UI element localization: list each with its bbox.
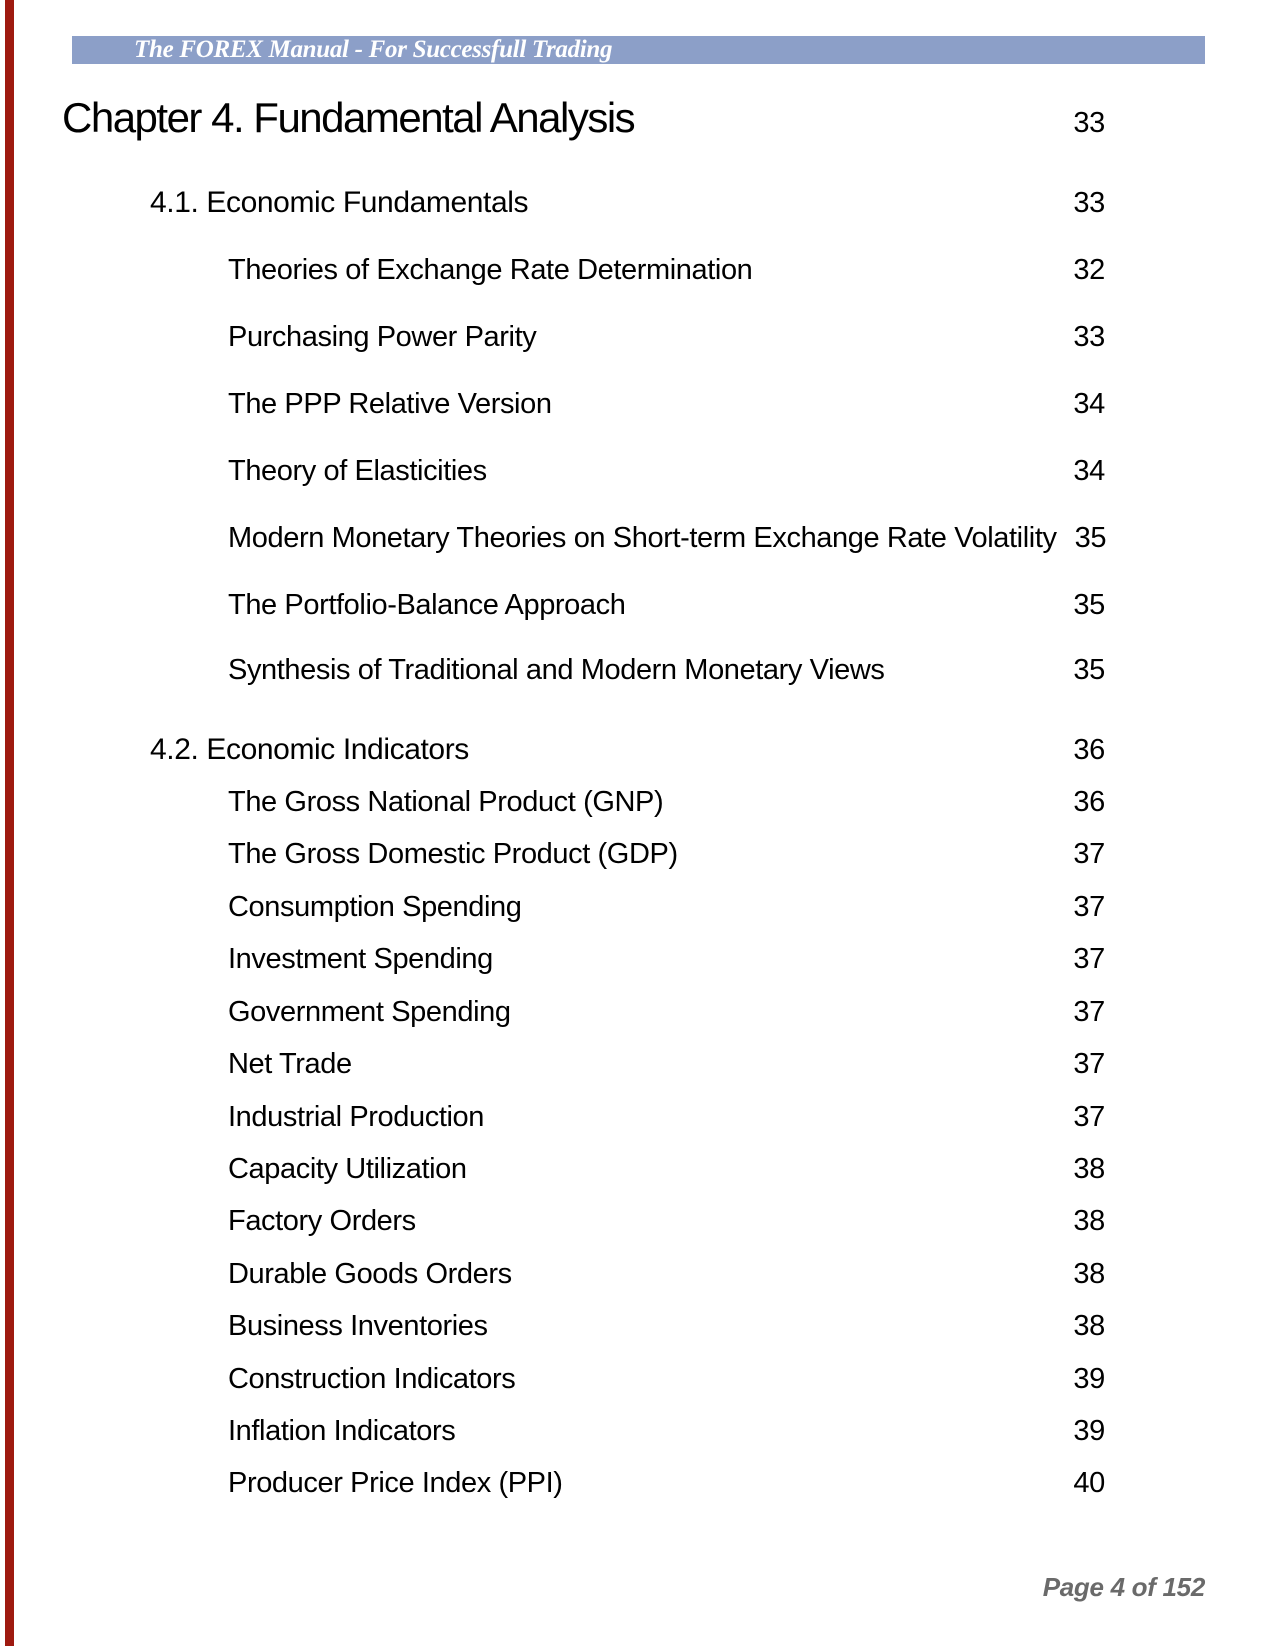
toc-row-section bbox=[150, 184, 1105, 222]
toc-entry-label: Producer Price Index (PPI) bbox=[228, 1467, 563, 1499]
toc-entry-page: 38 bbox=[1073, 1258, 1105, 1290]
toc-entry-label: Durable Goods Orders bbox=[228, 1258, 512, 1290]
toc-row bbox=[228, 836, 1105, 872]
toc-row-section bbox=[150, 731, 1105, 769]
toc-entry-page: 40 bbox=[1073, 1467, 1105, 1499]
toc-entry-label: The Gross Domestic Product (GDP) bbox=[228, 838, 678, 870]
toc-entry-label: Modern Monetary Theories on Short-term Exchange Rate Volatility bbox=[228, 522, 1057, 554]
toc-row bbox=[228, 1465, 1105, 1501]
toc-entry-label: Industrial Production bbox=[228, 1101, 484, 1133]
toc-entry-label: Consumption Spending bbox=[228, 891, 522, 923]
toc-row bbox=[228, 386, 1105, 422]
toc-entry-label: Investment Spending bbox=[228, 943, 493, 975]
toc-row bbox=[228, 994, 1105, 1030]
toc-row bbox=[228, 1151, 1105, 1187]
toc-row bbox=[228, 1203, 1105, 1239]
toc-entry-page: 39 bbox=[1073, 1363, 1105, 1395]
toc-entry-label: Theories of Exchange Rate Determination bbox=[228, 254, 753, 286]
toc-row bbox=[228, 453, 1105, 489]
toc-row bbox=[228, 1046, 1105, 1082]
toc-entry-page: 37 bbox=[1073, 1101, 1105, 1133]
header-banner-title: The FOREX Manual - For Successfull Trading bbox=[134, 36, 613, 63]
toc-entry-label: Business Inventories bbox=[228, 1310, 488, 1342]
toc-row bbox=[228, 1256, 1105, 1292]
toc-entry-page: 38 bbox=[1073, 1153, 1105, 1185]
toc-entry-label: The Gross National Product (GNP) bbox=[228, 786, 664, 818]
toc-entry-label: 4.2. Economic Indicators bbox=[150, 733, 469, 766]
toc-row bbox=[228, 1099, 1105, 1135]
toc-row bbox=[228, 652, 1105, 688]
toc-entry-page: 35 bbox=[1073, 654, 1105, 686]
toc-entry-label: Construction Indicators bbox=[228, 1363, 516, 1395]
toc-entry-page: 37 bbox=[1073, 1048, 1105, 1080]
toc-entry-page: 35 bbox=[1074, 522, 1107, 554]
toc-entry-label: 4.1. Economic Fundamentals bbox=[150, 186, 529, 219]
toc-row-chapter bbox=[62, 93, 1105, 143]
toc-entry-page: 32 bbox=[1073, 254, 1105, 286]
chapter-page-number: 33 bbox=[1073, 107, 1105, 139]
toc-entry-label: Theory of Elasticities bbox=[228, 455, 487, 487]
chapter-title: Chapter 4. Fundamental Analysis bbox=[62, 94, 635, 141]
toc-entry-label: Synthesis of Traditional and Modern Monetary Views bbox=[228, 654, 885, 686]
toc-entry-label: Inflation Indicators bbox=[228, 1415, 456, 1447]
toc-entry-label: The PPP Relative Version bbox=[228, 388, 552, 420]
toc-entry-page: 35 bbox=[1073, 589, 1105, 621]
toc-entry-page: 34 bbox=[1073, 388, 1105, 420]
page-number-footer-text: Page 4 of 152 bbox=[1042, 1572, 1205, 1602]
toc-entry-page: 37 bbox=[1073, 838, 1105, 870]
toc-entry-page: 34 bbox=[1073, 455, 1105, 487]
left-edge-accent-bar bbox=[5, 0, 14, 1646]
toc-entry-page: 33 bbox=[1073, 187, 1105, 219]
toc-row bbox=[228, 520, 1105, 556]
header-banner bbox=[72, 36, 1205, 64]
toc-row bbox=[228, 319, 1105, 355]
toc-entry-label: Capacity Utilization bbox=[228, 1153, 467, 1185]
toc-entry-label: Net Trade bbox=[228, 1048, 352, 1080]
toc-row bbox=[228, 1413, 1105, 1449]
toc-row bbox=[228, 1361, 1105, 1397]
toc-entry-label: The Portfolio-Balance Approach bbox=[228, 589, 626, 621]
toc-entry-page: 37 bbox=[1073, 891, 1105, 923]
toc-entry-label: Purchasing Power Parity bbox=[228, 321, 537, 353]
toc-entry-page: 36 bbox=[1073, 734, 1105, 766]
toc-row bbox=[228, 252, 1105, 288]
toc-row bbox=[228, 587, 1105, 623]
toc-row bbox=[228, 941, 1105, 977]
toc-row bbox=[228, 889, 1105, 925]
toc-entry-page: 38 bbox=[1073, 1310, 1105, 1342]
toc-entry-page: 36 bbox=[1073, 786, 1105, 818]
toc-entry-page: 38 bbox=[1073, 1205, 1105, 1237]
toc-entry-page: 39 bbox=[1073, 1415, 1105, 1447]
toc-entry-label: Government Spending bbox=[228, 996, 511, 1028]
page-footer bbox=[1043, 1572, 1205, 1603]
toc-entry-page: 37 bbox=[1073, 943, 1105, 975]
toc-entry-page: 33 bbox=[1073, 321, 1105, 353]
toc-entry-label: Factory Orders bbox=[228, 1205, 416, 1237]
toc-row bbox=[228, 1308, 1105, 1344]
toc-entry-page: 37 bbox=[1073, 996, 1105, 1028]
toc-row bbox=[228, 784, 1105, 820]
